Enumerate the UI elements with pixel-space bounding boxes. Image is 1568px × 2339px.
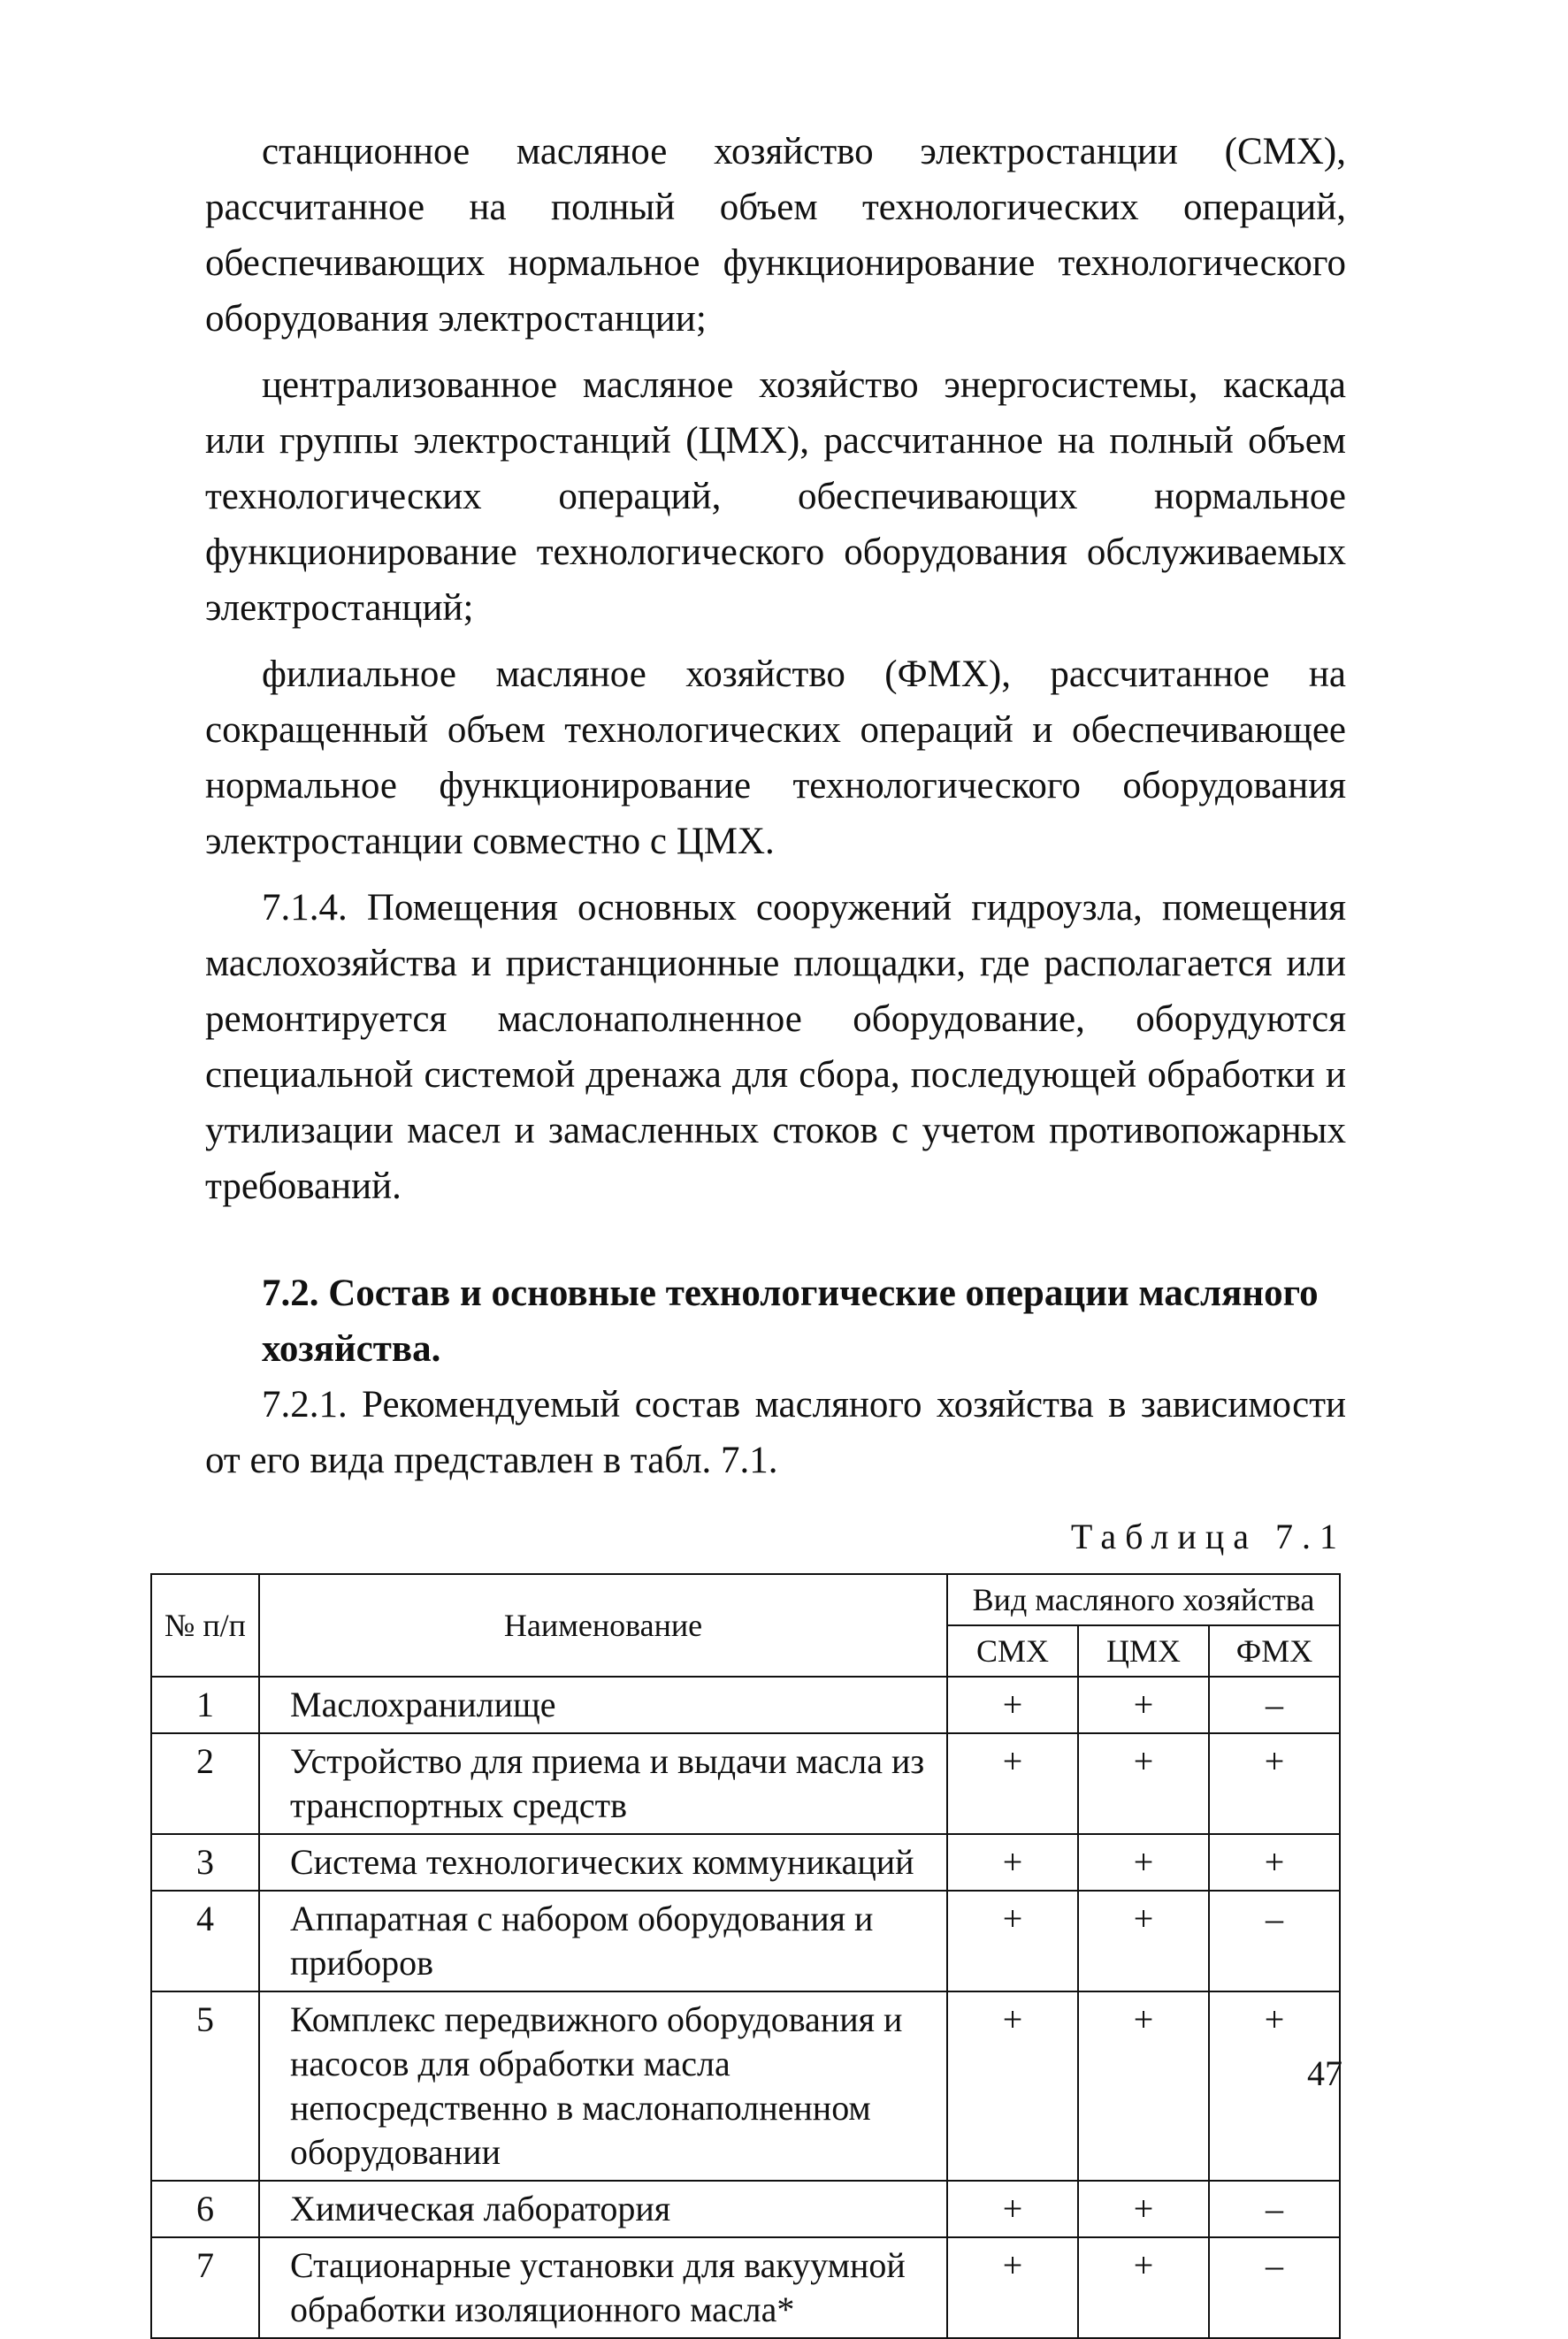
clause-number: 7.2.1. [262, 1384, 348, 1426]
mark-cmx: + [1078, 1834, 1209, 1891]
row-name: Маслохранилище [259, 1677, 947, 1733]
paragraph-smx: станционное масляное хозяйство электростанции (СМХ), рассчитанное на полный объем технологических операций, обеспечивающих нормальное функционирование технологического оборудования электростанции; [205, 131, 1346, 340]
mark-fmx: + [1209, 1991, 1340, 2181]
mark-cmx: + [1078, 1733, 1209, 1834]
clause-text: Помещения основных сооружений гидроузла, помещения маслохозяйства и пристанционные площадки, где располагается или ремонтируется маслонаполненное оборудование, оборудуются специальной системой дренажа для сбора, последующей обработки и утилизации масел и замасленных стоков с учетом противопожарных требований. [205, 887, 1346, 1207]
mark-cmx: + [1078, 2181, 1209, 2237]
mark-cmx: + [1078, 1677, 1209, 1733]
header-group: Вид масляного хозяйства [947, 1574, 1340, 1625]
mark-smx: + [947, 1677, 1078, 1733]
header-cmx: ЦМХ [1078, 1625, 1209, 1677]
mark-fmx: – [1209, 1677, 1340, 1733]
table-row [151, 1834, 1340, 1891]
table-row [151, 1733, 1340, 1834]
mark-smx: + [947, 1733, 1078, 1834]
header-smx: СМХ [947, 1625, 1078, 1677]
mark-fmx: – [1209, 2237, 1340, 2338]
header-fmx: ФМХ [1209, 1625, 1340, 1677]
mark-cmx: + [1078, 1991, 1209, 2181]
mark-smx: + [947, 1991, 1078, 2181]
mark-fmx: + [1209, 1733, 1340, 1834]
table-row [151, 1677, 1340, 1733]
paragraph-cmx: централизованное масляное хозяйство энергосистемы, каскада или группы электростанций (ЦМХ), рассчитанное на полный объем технологических операций, обеспечивающих нормальное функционирование технологического оборудования обслуживаемых электростанций; [205, 364, 1346, 629]
row-num: 4 [151, 1891, 259, 1991]
mark-fmx: – [1209, 1891, 1340, 1991]
row-name: Стационарные установки для вакуумной обработки изоляционного масла* [259, 2237, 947, 2338]
row-num: 1 [151, 1677, 259, 1733]
clause-text: Рекомендуемый состав масляного хозяйства в зависимости от его вида представлен в табл. 7.1. [205, 1384, 1346, 1481]
table-row [151, 2181, 1340, 2237]
section-heading: 7.2. Состав и основные технологические операции масляного хозяйства. [262, 1273, 1319, 1370]
row-name: Комплекс передвижного оборудования и насосов для обработки масла непосредственно в маслонаполненном оборудовании [259, 1991, 947, 2181]
paragraph-fmx: филиальное масляное хозяйство (ФМХ), рассчитанное на сокращенный объем технологических операций и обеспечивающее нормальное функционирование технологического оборудования электростанции совместно с ЦМХ. [205, 654, 1346, 862]
mark-fmx: + [1209, 1834, 1340, 1891]
clause-number: 7.1.4. [262, 887, 348, 929]
row-name: Устройство для приема и выдачи масла из транспортных средств [259, 1733, 947, 1834]
mark-cmx: + [1078, 2237, 1209, 2338]
header-num: № п/п [151, 1574, 259, 1677]
row-num: 7 [151, 2237, 259, 2338]
table-row [151, 1991, 1340, 2181]
row-num: 2 [151, 1733, 259, 1834]
table-header-row [151, 1574, 1340, 1625]
row-num: 3 [151, 1834, 259, 1891]
mark-smx: + [947, 2237, 1078, 2338]
header-name: Наименование [259, 1574, 947, 1677]
mark-fmx: – [1209, 2181, 1340, 2237]
row-name: Химическая лаборатория [259, 2181, 947, 2237]
document-page [164, 124, 1346, 2339]
row-num: 6 [151, 2181, 259, 2237]
table-caption: Таблица 7.1 [1070, 1517, 1346, 1556]
mark-smx: + [947, 2181, 1078, 2237]
mark-smx: + [947, 1891, 1078, 1991]
clause-7-1-4 [205, 880, 1346, 1214]
mark-cmx: + [1078, 1891, 1209, 1991]
page-number: 47 [1307, 2053, 1342, 2093]
mark-smx: + [947, 1834, 1078, 1891]
row-num: 5 [151, 1991, 259, 2181]
row-name: Аппаратная с набором оборудования и приборов [259, 1891, 947, 1991]
clause-7-2-1 [205, 1377, 1346, 1488]
composition-table [150, 1573, 1341, 2339]
table-row [151, 2237, 1340, 2338]
row-name: Система технологических коммуникаций [259, 1834, 947, 1891]
table-row [151, 1891, 1340, 1991]
